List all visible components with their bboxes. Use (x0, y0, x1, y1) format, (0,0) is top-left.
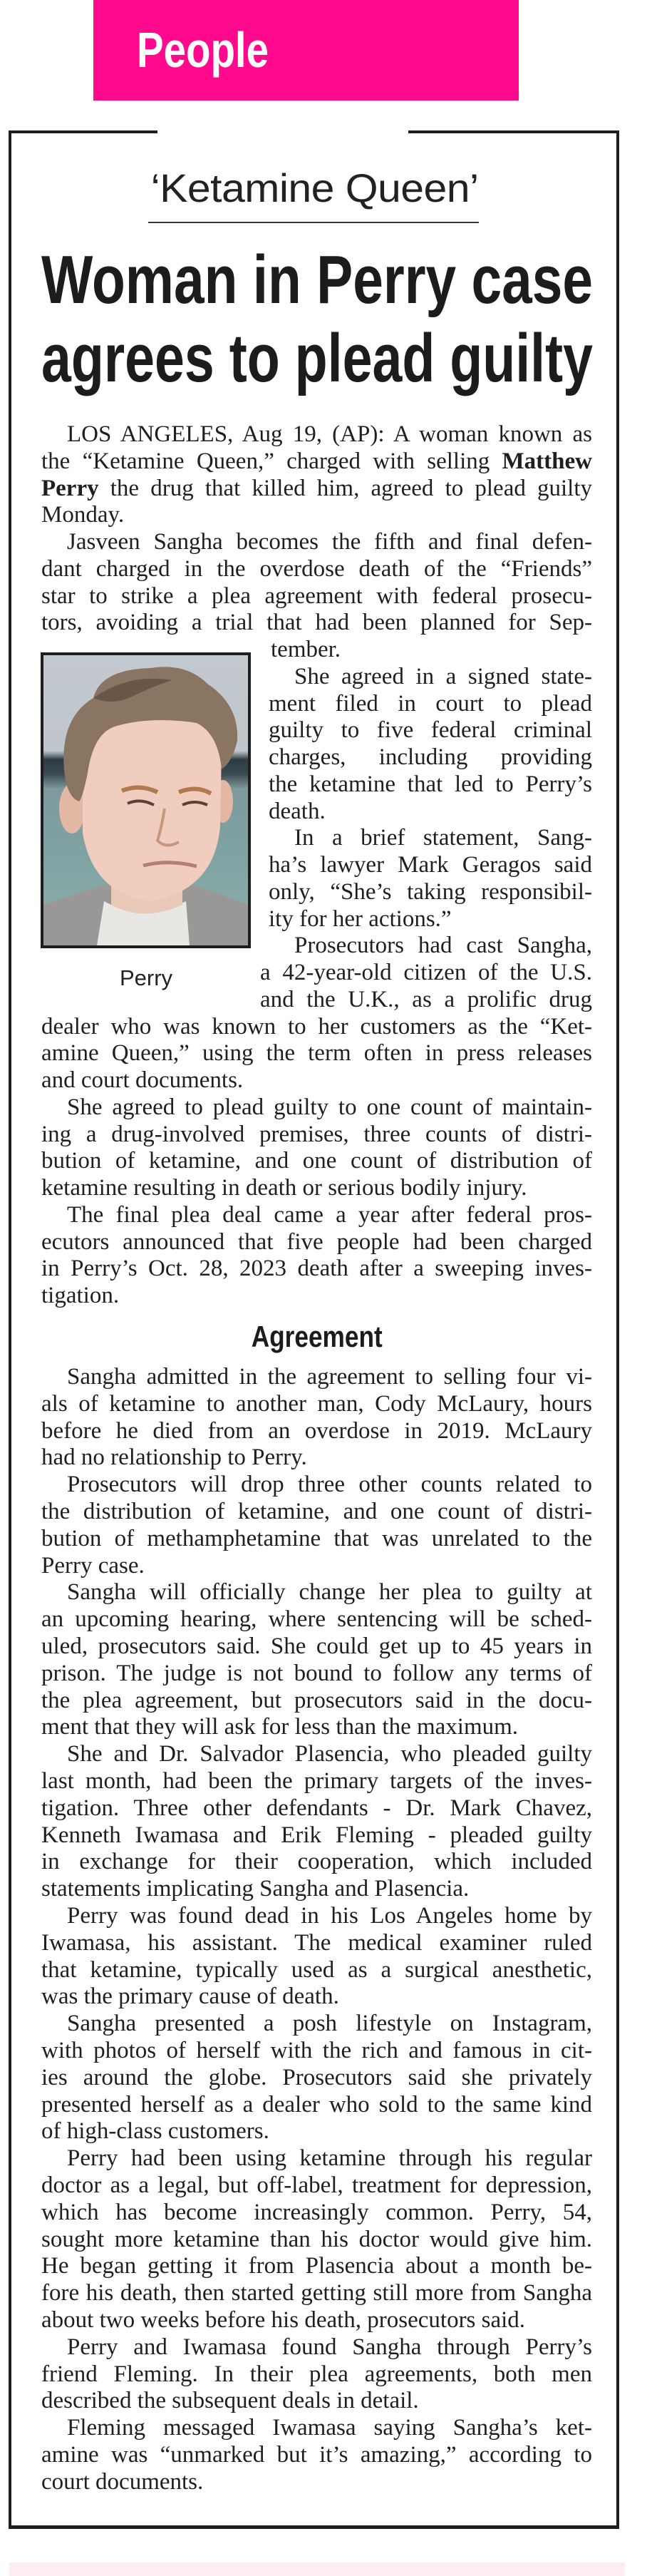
text-run: Prosecutors had cast Sangha, (294, 933, 592, 958)
text-run: ecutors announced that five people had been charged (41, 1229, 592, 1255)
body-line-text (41, 2091, 592, 2118)
text-run: ment that they will ask for less than the maximum. (41, 1714, 519, 1740)
body-line (67, 2145, 592, 2172)
frame-right-border (616, 130, 619, 2529)
body-line (294, 932, 592, 959)
text-run: ment filed in court to plead (269, 691, 592, 717)
body-line-text (269, 690, 592, 717)
text-run: ity for her actions.” (269, 906, 452, 932)
body-line (41, 2279, 592, 2306)
body-line-text (41, 1767, 592, 1795)
body-line-text (41, 1929, 592, 1956)
body-line-text (41, 1417, 592, 1444)
headline-line-2 (41, 319, 593, 398)
body-line (41, 1121, 592, 1148)
text-run: which has become increasingly common. Perry, 54, (41, 2200, 592, 2225)
text-run: tors, avoiding a trial that had been planned for Sep- (41, 610, 592, 635)
text-run: prison. The judge is not bound to follow any terms of (41, 1661, 592, 1686)
body-line-text (67, 2010, 592, 2037)
body-line-text (41, 2306, 525, 2334)
text-run: death. (269, 799, 326, 824)
section-tab (93, 0, 519, 101)
body-line-text (41, 1956, 592, 1984)
body-line-text (41, 2361, 592, 2388)
body-line-text (41, 583, 592, 610)
body-line (41, 1633, 592, 1660)
body-line (260, 959, 592, 986)
body-line (294, 663, 592, 690)
body-line (67, 1902, 592, 1929)
text-run: ha’s lawyer Mark Geragos said (269, 852, 592, 878)
body-line (41, 1956, 592, 1984)
body-line-text (41, 1795, 592, 1822)
body-line-text (41, 1390, 592, 1417)
body-line (67, 1363, 592, 1390)
headline-line-2-text: agrees to plead guilty (41, 320, 593, 396)
text-run: Kenneth Iwamasa and Erik Fleming - pleaded guilty (41, 1822, 592, 1848)
text-run: before he died from an overdose in 2019. McLaury (41, 1418, 592, 1444)
body-line-text (41, 1848, 592, 1875)
text-run: tember. (271, 637, 341, 662)
body-line (41, 1713, 592, 1740)
kicker (107, 165, 523, 211)
body-line-text (41, 1606, 592, 1633)
body-line-text (41, 2118, 269, 2145)
text-run: Iwamasa, his assistant. The medical examiner ruled (41, 1930, 592, 1956)
text-run: Perry and Iwamasa found Sangha through Perry’s (67, 2334, 592, 2360)
body-line-text (41, 1174, 527, 1201)
body-line (41, 1687, 592, 1714)
text-run: the “Ketamine Queen,” charged with selling (41, 448, 502, 474)
body-line-text (67, 421, 592, 448)
body-line-text (67, 1579, 592, 1606)
text-run: an upcoming hearing, where sentencing will be sched- (41, 1606, 592, 1632)
body-line (269, 878, 592, 905)
text-run: the plea agreement, but prosecutors said in the docu- (41, 1688, 592, 1713)
text-run: star to strike a plea agreement with federal prosecu- (41, 583, 592, 609)
text-run: She and Dr. Salvador Plasencia, who pleaded guilty (67, 1741, 592, 1767)
body-line-text (41, 2064, 592, 2091)
text-run: dealer who was known to her customers as the “Ket- (41, 1014, 592, 1040)
body-line (41, 555, 592, 583)
body-line-text (67, 2145, 592, 2172)
body-line-text (294, 824, 592, 851)
text-run: In a brief statement, Sang- (294, 825, 592, 851)
text-run: guilty to five federal criminal (269, 717, 592, 743)
text-run: described the subsequent deals in detail. (41, 2388, 419, 2413)
headline-line-1-text: Woman in Perry case (41, 242, 593, 318)
frame-left-border (9, 130, 11, 2529)
bold-name: Perry (41, 476, 99, 501)
text-run: a 42-year-old citizen of the U.S. (260, 960, 592, 985)
body-line-text (269, 878, 592, 905)
body-line (41, 2037, 592, 2064)
text-run: had no relationship to Perry. (41, 1444, 307, 1470)
body-line-text (41, 2279, 592, 2306)
text-run: He began getting it from Plasencia about a month be- (41, 2253, 592, 2279)
body-line-text (41, 1660, 592, 1687)
body-line (41, 1228, 592, 1256)
body-line (41, 1795, 592, 1822)
body-line-text (41, 1552, 145, 1579)
body-line (269, 771, 592, 798)
body-line-text (41, 2172, 592, 2199)
body-line (41, 1606, 592, 1633)
photo-caption: Perry (119, 965, 173, 990)
text-run: statements implicating Sangha and Plasencia. (41, 1876, 470, 1902)
text-run: last month, had been the primary targets of the inves- (41, 1768, 592, 1794)
body-line-text (41, 1822, 592, 1849)
text-run: that ketamine, typically used as a surgical anesthetic, (41, 1957, 592, 1983)
body-line (41, 1875, 592, 1902)
body-line-text (269, 744, 592, 771)
body-line (41, 1013, 592, 1040)
body-line-text (67, 528, 592, 555)
text-run: friend Fleming. In their plea agreements, both men (41, 2361, 592, 2387)
body-line-text (269, 851, 592, 878)
body-line (41, 448, 592, 475)
body-line (269, 851, 592, 878)
body-line-text (41, 1444, 307, 1471)
body-line (41, 2172, 592, 2199)
body-line (67, 1201, 592, 1228)
text-run: Monday. (41, 502, 125, 528)
headline-line-1 (41, 241, 593, 319)
bold-name: Matthew (502, 448, 592, 474)
body-line-text (260, 986, 592, 1013)
body-line (41, 2226, 592, 2253)
body-line-text (41, 501, 124, 528)
body-line (41, 1822, 592, 1849)
body-line (41, 2252, 592, 2279)
text-run: ing a drug-involved premises, three counts of distri- (41, 1122, 592, 1147)
body-line-text (67, 1094, 592, 1121)
text-run: The final plea deal came a year after federal pros- (67, 1202, 592, 1228)
body-line-text (41, 2387, 419, 2414)
body-line (41, 1983, 592, 2010)
text-run: Fleming messaged Iwamasa saying Sangha’s ket- (67, 2415, 592, 2441)
body-line (41, 1498, 592, 1525)
frame-bottom-border (9, 2525, 619, 2529)
body-line-text (67, 1902, 592, 1929)
text-run: Perry was found dead in his Los Angeles home by (67, 1903, 592, 1929)
body-line-text (41, 2226, 592, 2253)
kicker-text: ‘Ketamine Queen’ (150, 165, 479, 210)
body-line-text (294, 932, 592, 959)
bottom-strip (9, 2562, 625, 2576)
body-line-text (41, 1713, 518, 1740)
body-line-text (271, 636, 341, 663)
text-run: Prosecutors will drop three other counts related to (67, 1472, 592, 1497)
body-line (41, 1255, 592, 1282)
body-line-text (41, 2252, 592, 2279)
body-line (41, 1660, 592, 1687)
text-run: bution of methamphetamine that was unrelated to the (41, 1526, 592, 1551)
body-line (67, 1471, 592, 1498)
body-line (41, 1040, 592, 1067)
body-line (67, 528, 592, 555)
body-line (41, 2091, 592, 2118)
body-line-text (67, 1740, 592, 1767)
body-line-text (41, 1013, 592, 1040)
text-run: of high-class customers. (41, 2118, 269, 2144)
body-line (41, 1767, 592, 1795)
text-run: Sangha admitted in the agreement to selling four vi- (67, 1364, 592, 1390)
body-line-text (269, 717, 592, 744)
text-run: and the U.K., as a prolific drug (260, 987, 592, 1012)
text-run: charges, including providing (269, 744, 592, 770)
body-line (67, 1740, 592, 1767)
text-run: Perry had been using ketamine through his regular (67, 2145, 592, 2171)
section-subhead (41, 1318, 593, 1356)
text-run: Perry case. (41, 1553, 145, 1579)
body-line (269, 905, 592, 933)
text-run: in exchange for their cooperation, which included (41, 1849, 592, 1874)
body-line (41, 583, 592, 610)
body-line (41, 501, 592, 528)
body-line (294, 824, 592, 851)
body-line-text (294, 663, 592, 690)
text-run: the ketamine that led to Perry’s (269, 771, 592, 797)
text-run: She agreed in a signed state- (294, 664, 592, 689)
body-line (41, 475, 592, 502)
body-line-text (269, 771, 592, 798)
body-line-text (41, 1121, 592, 1148)
text-run: about two weeks before his death, prosecutors said. (41, 2307, 526, 2333)
frame-top-left-rule (9, 130, 157, 133)
text-run: ketamine resulting in death or serious bodily injury. (41, 1175, 527, 1201)
body-line (41, 2064, 592, 2091)
text-run: doctor as a legal, but off-label, treatment for depression, (41, 2172, 592, 2198)
text-run: the drug that killed him, agreed to plead guilty (98, 476, 592, 501)
body-line-text (67, 2414, 592, 2441)
body-line (269, 744, 592, 771)
body-line-text (260, 959, 592, 986)
text-run: tigation. Three other defendants - Dr. Mark Chavez, (41, 1795, 592, 1821)
body-line-text (41, 1687, 592, 1714)
body-line-text (41, 1228, 592, 1256)
body-line-text (67, 2334, 592, 2361)
body-line-text (41, 448, 592, 475)
text-run: uled, prosecutors said. She could get up to 45 years in (41, 1633, 592, 1659)
body-line-text (41, 1633, 592, 1660)
text-run: als of ketamine to another man, Cody McLaury, hours (41, 1391, 592, 1417)
body-line (67, 2334, 592, 2361)
body-line-text (41, 2037, 592, 2064)
text-run: was the primary cause of death. (41, 1984, 339, 2009)
body-line (271, 636, 592, 663)
body-line-text (41, 2441, 592, 2468)
body-line (67, 2414, 592, 2441)
body-line (41, 1417, 592, 1444)
text-run: sought more ketamine than his doctor would give him. (41, 2227, 592, 2252)
text-run: dant charged in the overdose death of the “Friends” (41, 556, 592, 582)
body-line (41, 1929, 592, 1956)
kicker-rule (148, 222, 479, 223)
body-line-text (41, 1147, 592, 1174)
body-line (41, 1282, 592, 1309)
body-line (41, 1147, 592, 1174)
body-line (41, 2199, 592, 2226)
body-line (260, 986, 592, 1013)
text-run: fore his death, then started getting still more from Sangha (41, 2280, 592, 2306)
body-line-text (41, 1498, 592, 1525)
body-line-text (67, 1363, 592, 1390)
body-line (41, 1444, 592, 1471)
text-run: presented herself as a dealer who sold to the same kind (41, 2092, 592, 2118)
body-line (41, 2387, 592, 2414)
body-line (41, 1525, 592, 1552)
body-line-text (41, 1282, 119, 1309)
body-line-text (41, 1040, 592, 1067)
text-run: tigation. (41, 1283, 120, 1308)
frame-top-right-rule (408, 130, 619, 133)
body-line (41, 1552, 592, 1579)
text-run: Sangha presented a posh lifestyle on Instagram, (67, 2011, 592, 2036)
body-line (41, 1174, 592, 1201)
body-line (269, 690, 592, 717)
body-line (41, 2468, 592, 2495)
text-run: amine Queen,” using the term often in press releases (41, 1040, 592, 1066)
body-line-text (41, 1067, 243, 1094)
body-line (67, 421, 592, 448)
text-run: only, “She’s taking responsibil- (269, 879, 592, 905)
body-line-text (41, 2199, 592, 2226)
text-run: Sangha will officially change her plea to guilty at (67, 1579, 592, 1605)
body-line-text (41, 1255, 592, 1282)
section-label: People (137, 22, 269, 78)
body-line (269, 717, 592, 744)
body-line (41, 2118, 592, 2145)
subhead-text: Agreement (252, 1320, 383, 1353)
text-run: in Perry’s Oct. 28, 2023 death after a sweeping inves- (41, 1256, 592, 1281)
body-line (269, 798, 592, 825)
body-line (41, 609, 592, 636)
body-line-text (41, 1525, 592, 1552)
text-run: ies around the globe. Prosecutors said she privately (41, 2065, 592, 2090)
body-line-text (41, 1875, 469, 1902)
body-line-text (41, 1983, 339, 2010)
text-run: Jasveen Sangha becomes the fifth and final defen- (67, 529, 592, 555)
body-line-text (41, 2468, 203, 2495)
text-run: She agreed to plead guilty to one count of maintain- (67, 1094, 592, 1120)
body-line-text (269, 798, 326, 825)
body-line-text (67, 1201, 592, 1228)
text-run: bution of ketamine, and one count of distribution of (41, 1148, 592, 1174)
text-run: LOS ANGELES, Aug 19, (AP): A woman known as (67, 421, 592, 447)
body-line-text (41, 475, 592, 502)
body-line (41, 2306, 592, 2334)
body-line (67, 1579, 592, 1606)
body-line-text (41, 555, 592, 583)
body-line (41, 1390, 592, 1417)
body-line (67, 1094, 592, 1121)
body-line (41, 1848, 592, 1875)
body-line (41, 2441, 592, 2468)
text-run: with photos of herself with the rich and famous in cit- (41, 2038, 592, 2063)
portrait-photo (41, 652, 251, 948)
body-line (41, 2361, 592, 2388)
text-run: court documents. (41, 2469, 204, 2495)
body-line (41, 1067, 592, 1094)
portrait-illustration (43, 655, 248, 945)
body-line-text (41, 609, 592, 636)
body-line-text (269, 905, 452, 933)
body-line (67, 2010, 592, 2037)
body-line-text (67, 1471, 592, 1498)
text-run: amine was “unmarked but it’s amazing,” according to (41, 2442, 592, 2468)
text-run: and court documents. (41, 1067, 244, 1093)
text-run: the distribution of ketamine, and one count of distri- (41, 1499, 592, 1524)
